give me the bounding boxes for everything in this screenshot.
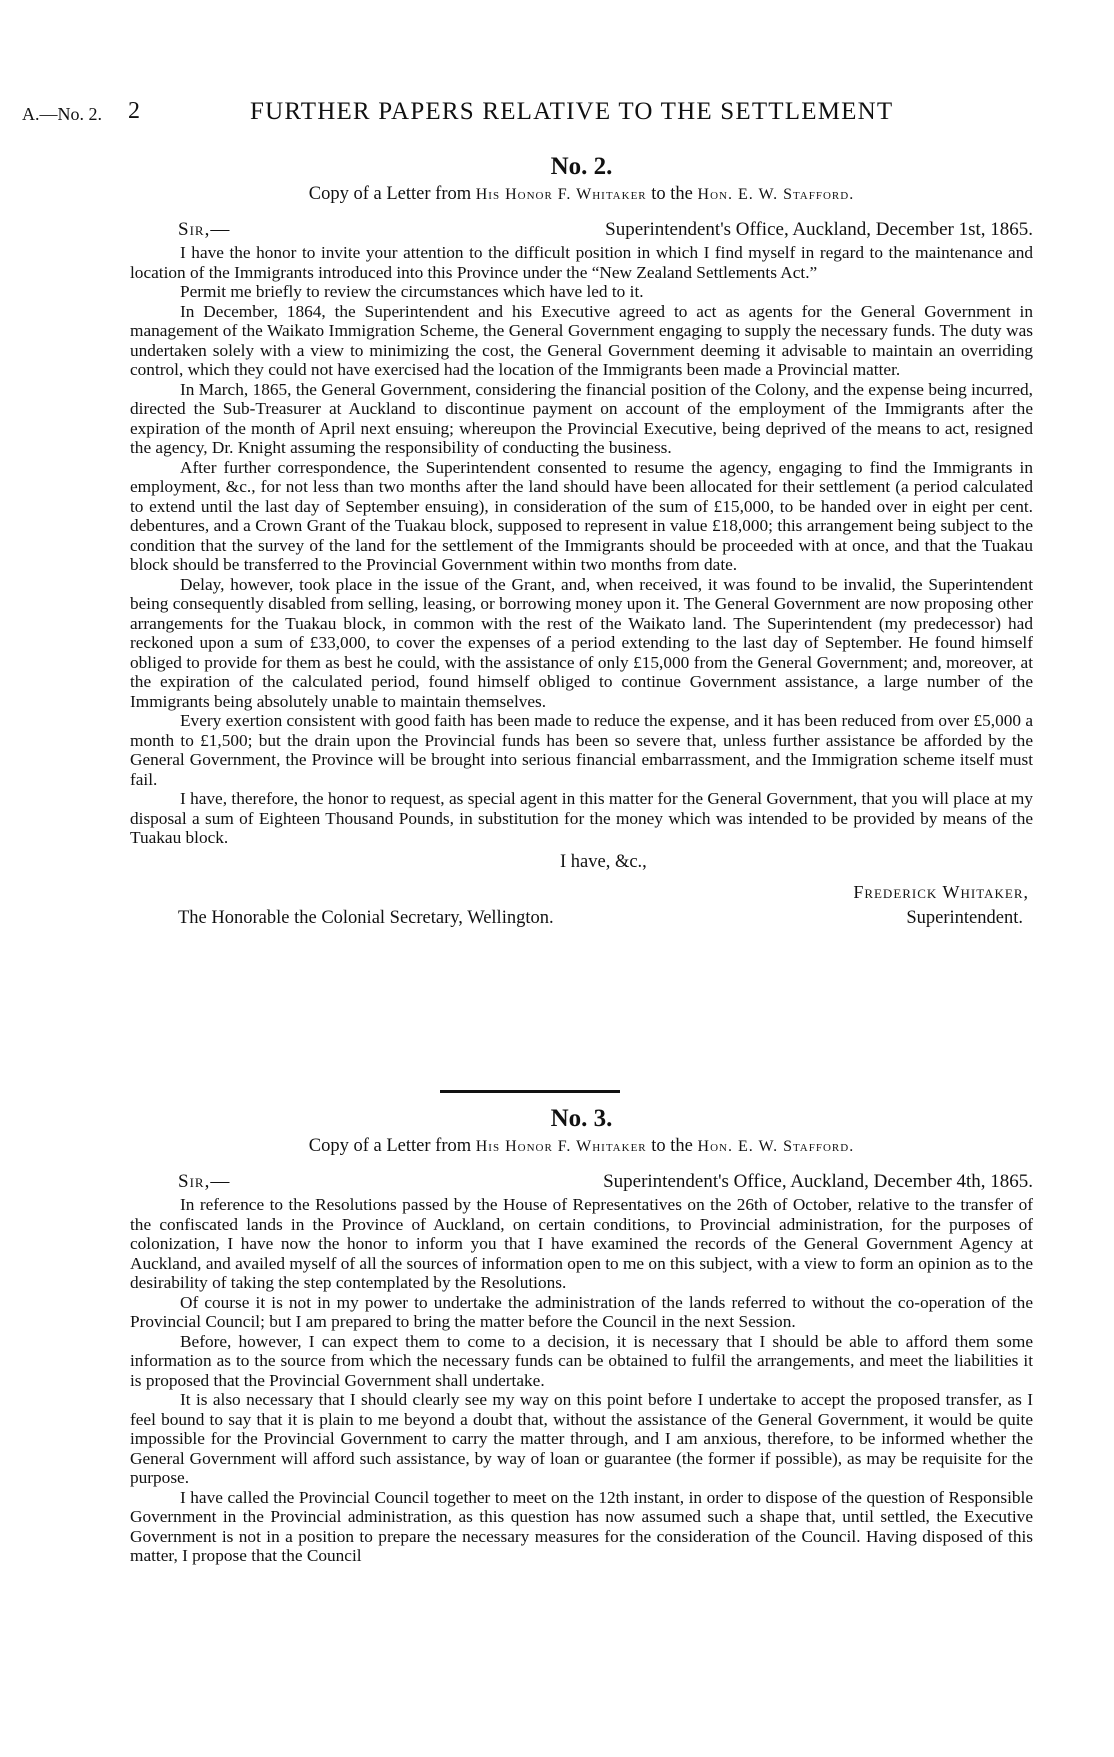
salutation: Sir,— bbox=[178, 1171, 231, 1192]
paragraph: It is also necessary that I should clearly see my way on this point before I undertake to accept the proposed transfer, as I feel bound to say that it is plain to me beyond a doubt that, without the assistance of the General Government, it would be quite impossible for the Provincial Government to carry the matter through, and I am anxious, therefore, to be informed whether the General Government will afford such assistance, by way of loan or guarantee (the former if possible), as may be requisite for the purpose. bbox=[130, 1390, 1033, 1487]
caption-to-word: to the bbox=[651, 1136, 693, 1156]
letter-body bbox=[130, 243, 1033, 848]
paragraph: Of course it is not in my power to undertake the administration of the lands referred to without the co-operation of the Provincial Council; but I am prepared to bring the matter before the Council in the next Session. bbox=[130, 1292, 1033, 1331]
letter-number: No. 2. bbox=[550, 153, 613, 180]
salutation-row bbox=[130, 1171, 1033, 1195]
section-divider bbox=[440, 1090, 620, 1093]
paragraph: Delay, however, took place in the issue of the Grant, and, when received, it was found to be invalid, the Superintendent being consequently disabled from selling, leasing, or borrowing money upon it. The General Government are now proposing other arrangements for the Tuakau block, in common with the rest of the Waikato land. The Superintendent (my predecessor) had reckoned upon a sum of £33,000, to cover the expenses of a period extending to the last day of September. He found himself obliged to provide for them as best he could, with the assistance of only £15,000 from the General Government; and, moreover, at the expiration of the calculated period, found himself obliged to continue Government assistance, a large number of the Immigrants being absolutely unable to maintain themselves. bbox=[130, 574, 1033, 711]
paragraph: I have, therefore, the honor to request, as special agent in this matter for the General Government, that you will place at my disposal a sum of Eighteen Thousand Pounds, in substitution for the money which was intended to be provided by means of the Tuakau block. bbox=[130, 789, 1033, 847]
caption-from: His Honor F. Whitaker bbox=[475, 1138, 647, 1155]
paragraph: In reference to the Resolutions passed by the House of Representatives on the 26th of October, relative to the transfer of the confiscated lands in the Province of Auckland, on certain conditions, to Provincial administration, for the purposes of colonization, I have now the honor to inform you that I have examined the records of the General Government Agency at Auckland, and availed myself of all the sources of information open to me on this subject, with a view to form an opinion as to the desirability of taking the step contemplated by the Resolutions. bbox=[130, 1195, 1033, 1292]
closing-phrase: I have, &c., bbox=[560, 851, 647, 872]
running-header bbox=[0, 98, 1114, 132]
paragraph: Permit me briefly to review the circumstances which have led to it. bbox=[180, 282, 644, 301]
letter-closing bbox=[130, 852, 1033, 934]
salutation: Sir,— bbox=[178, 219, 231, 240]
page-reference: A.—No. 2. bbox=[22, 104, 102, 124]
letter-caption bbox=[130, 1136, 1033, 1157]
paragraph: After further correspondence, the Superintendent consented to resume the agency, engaging to find the Immigrants in employment, &c., for not less than two months after the land should have been allocated for their settlement (a period calculated to extend until the last day of September ensuing), in consideration of the sum of £15,000, to be handed over in eight per cent. debentures, and a Crown Grant of the Tuakau block, supposed to represent in value £18,000; this arrangement being subject to the condition that the survey of the land for the settlement of the Immigrants should be proceeded with at once, and that the Tuakau block should be transferred to the Provincial Government within two months from date. bbox=[130, 457, 1033, 574]
letter-caption bbox=[130, 184, 1033, 205]
paragraph: Before, however, I can expect them to come to a decision, it is necessary that I should be able to afford them some information as to the source from which the necessary funds can be obtained to fulfil the arrangements, and meet the liabilities it is proposed that the Provincial Government shall undertake. bbox=[130, 1331, 1033, 1390]
letter-number: No. 3. bbox=[550, 1105, 613, 1132]
caption-from: His Honor F. Whitaker bbox=[475, 186, 647, 203]
letter-no-2 bbox=[130, 152, 1033, 934]
page-number: 2 bbox=[128, 98, 140, 124]
caption-prefix: Copy of a Letter from bbox=[308, 184, 472, 204]
caption-to: Hon. E. W. Stafford. bbox=[697, 186, 855, 203]
signer-title: Superintendent. bbox=[906, 907, 1023, 928]
salutation-row bbox=[130, 219, 1033, 243]
paragraph: I have called the Provincial Council together to meet on the 12th instant, in order to dispose of the question of Responsible Government in the Provincial administration, as this question has now assumed such a shape that, until settled, the Executive Government is not in a position to prepare the necessary measures for the consideration of the Council. Having disposed of this matter, I propose that the Council bbox=[130, 1487, 1033, 1565]
signer-name: Frederick Whitaker, bbox=[853, 881, 1029, 902]
dateline: Superintendent's Office, Auckland, December 1st, 1865. bbox=[605, 219, 1033, 240]
paragraph: In March, 1865, the General Government, considering the financial position of the Colony, and the expense being incurred, directed the Sub-Treasurer at Auckland to discontinue payment on account of the employment of the Immigrants after the expiration of the month of April next ensuing; whereupon the Provincial Executive, being deprived of the means to act, resigned the agency, Dr. Knight assuming the responsibility of conducting the business. bbox=[130, 379, 1033, 457]
page-title: FURTHER PAPERS RELATIVE TO THE SETTLEMENT bbox=[250, 98, 894, 125]
caption-prefix: Copy of a Letter from bbox=[308, 1136, 472, 1156]
paragraph: In December, 1864, the Superintendent and his Executive agreed to act as agents for the General Government in management of the Waikato Immigration Scheme, the General Government engaging to supply the necessary funds. The duty was undertaken solely with a view to minimizing the cost, the General Government deeming it advisable to maintain an overriding control, which they could not have exercised had the location of the Immigrants been made a Provincial matter. bbox=[130, 301, 1033, 379]
caption-to-word: to the bbox=[651, 184, 693, 204]
letter-body bbox=[130, 1195, 1033, 1566]
caption-to: Hon. E. W. Stafford. bbox=[697, 1138, 855, 1155]
dateline: Superintendent's Office, Auckland, December 4th, 1865. bbox=[603, 1171, 1033, 1192]
paragraph: Every exertion consistent with good faith has been made to reduce the expense, and it has been reduced from over £5,000 a month to £1,500; but the drain upon the Provincial funds has been so severe that, unless further assistance be afforded by the General Government, the Province will be brought into serious financial embarrassment, and the Immigration scheme itself must fail. bbox=[130, 711, 1033, 789]
paragraph: I have the honor to invite your attention to the difficult position in which I find myself in regard to the maintenance and location of the Immigrants introduced into this Province under the “New Zealand Settlements Act.” bbox=[130, 243, 1033, 282]
addressee: The Honorable the Colonial Secretary, Wellington. bbox=[178, 907, 554, 928]
letter-no-3 bbox=[130, 1104, 1033, 1566]
